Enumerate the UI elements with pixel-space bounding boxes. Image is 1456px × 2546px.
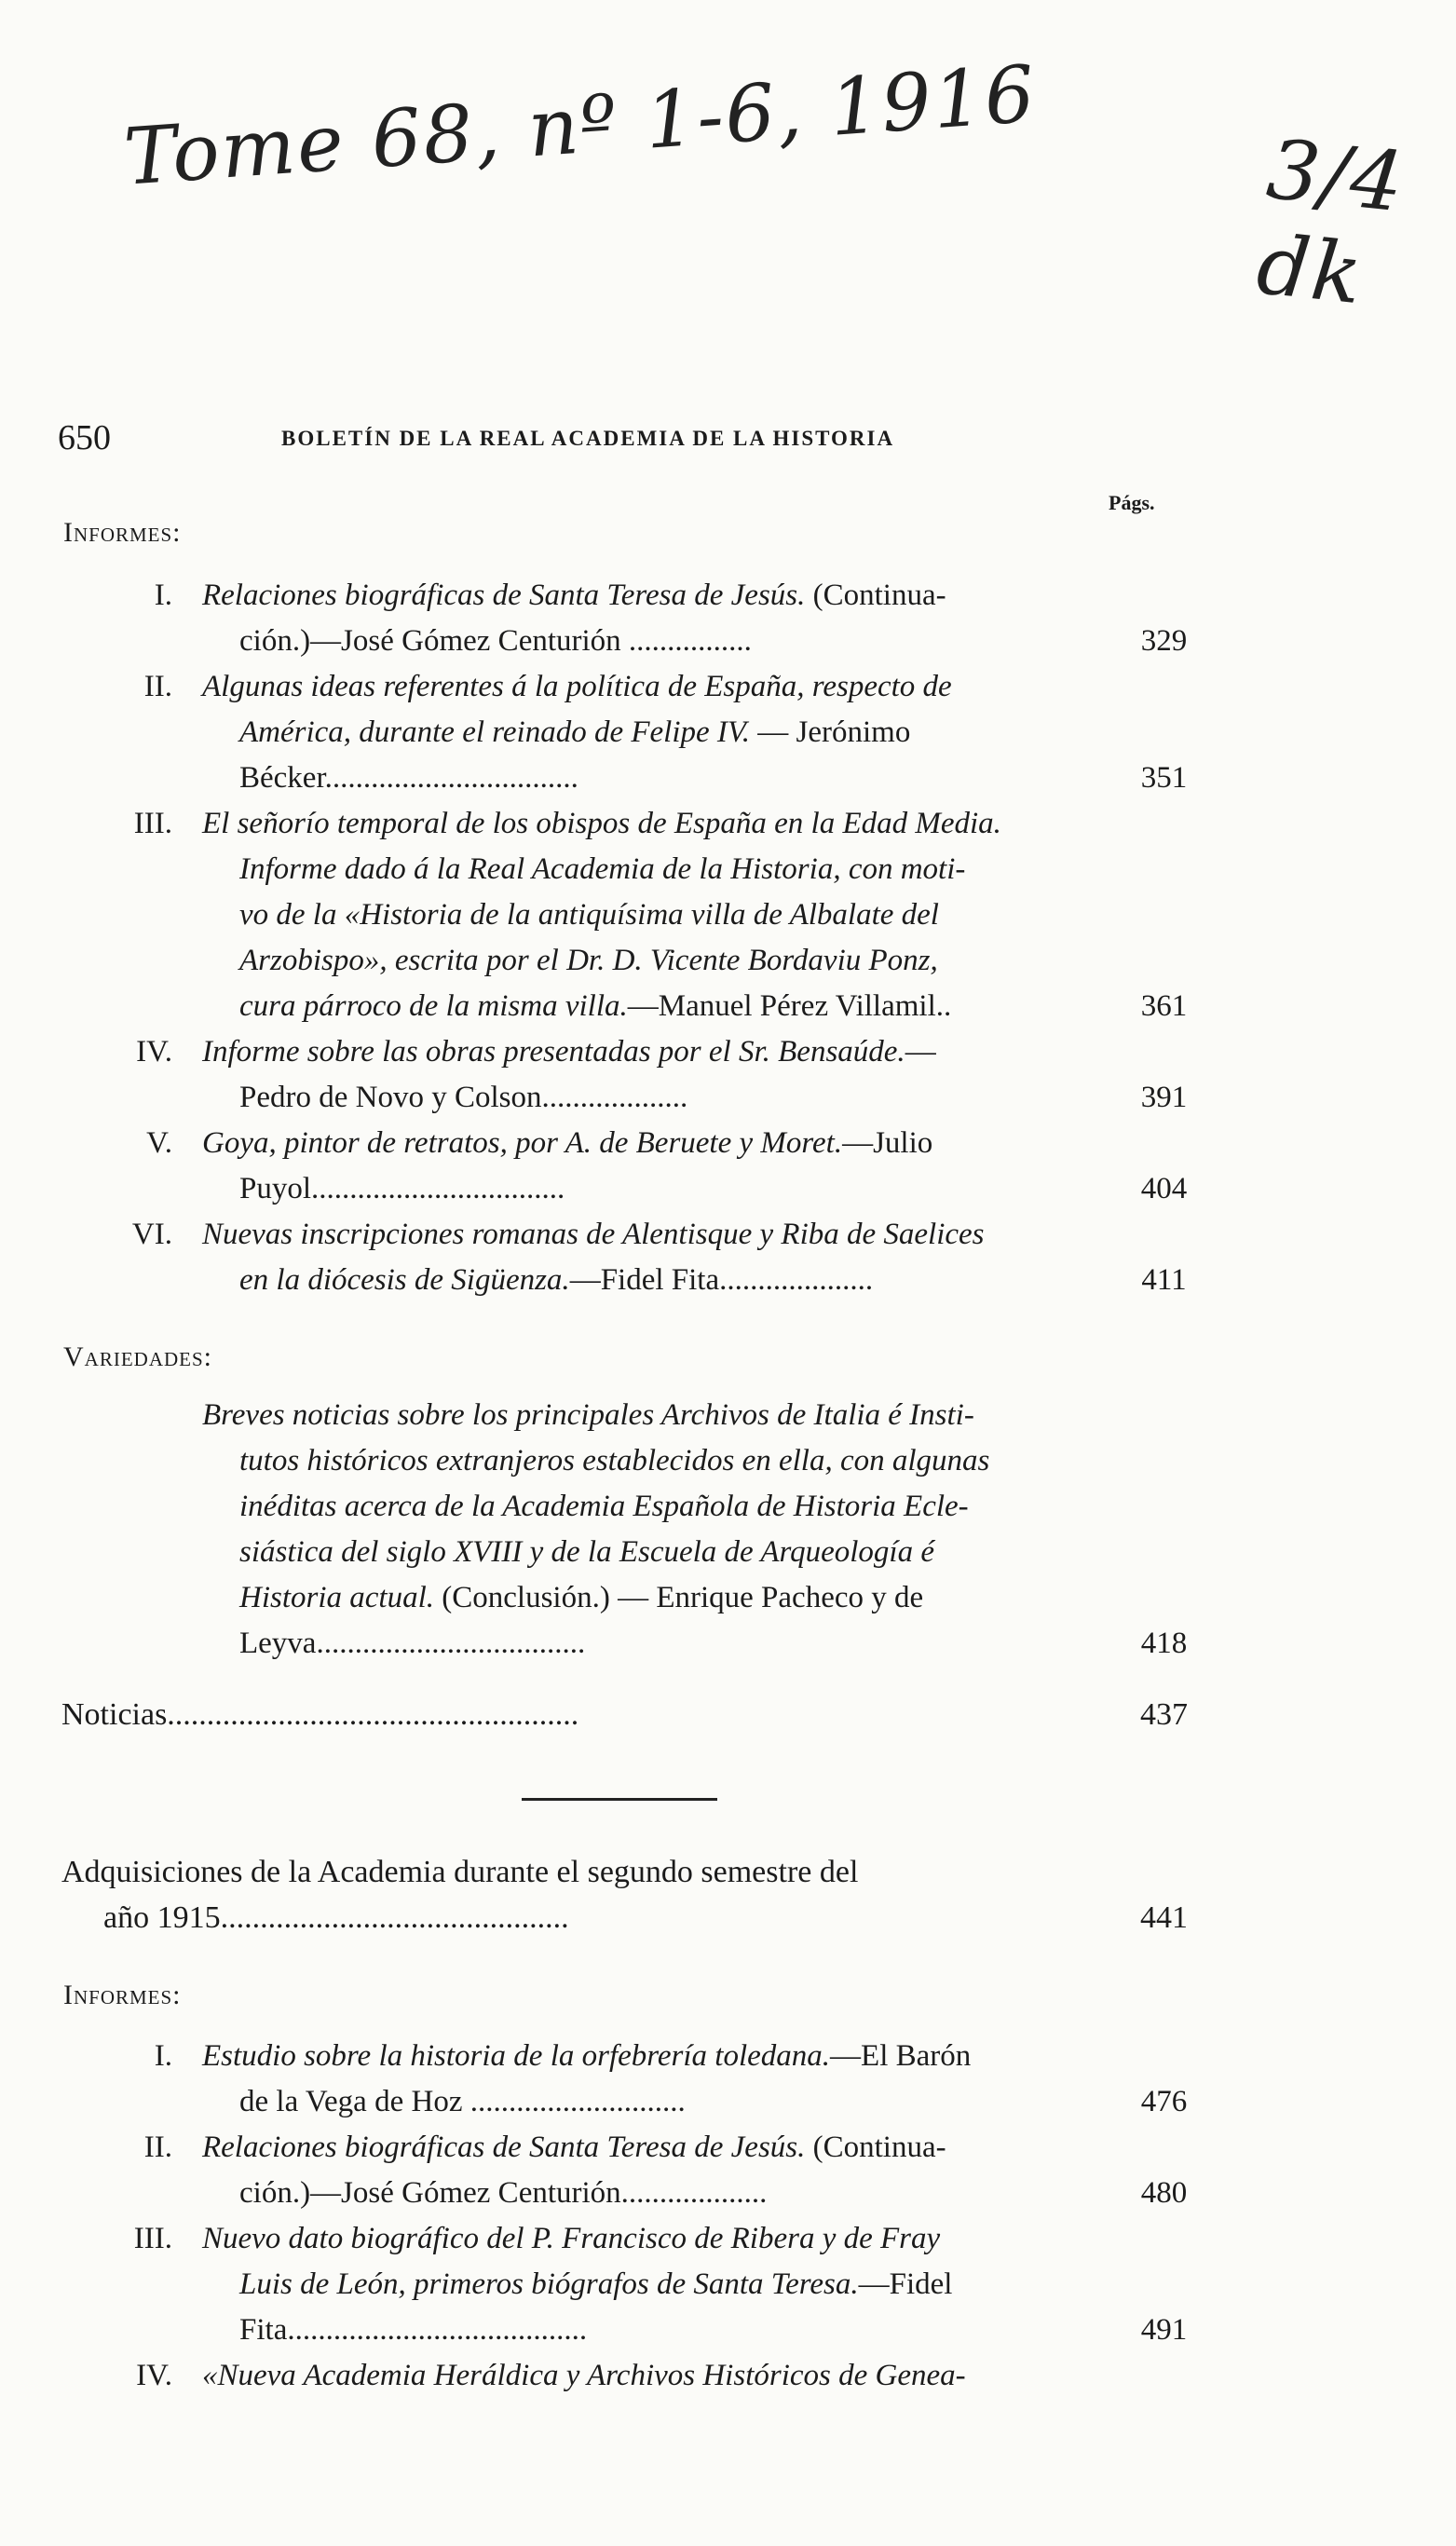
entry-page: 480 bbox=[1140, 2176, 1188, 2210]
entry-text bbox=[202, 573, 1152, 664]
page-number: 650 bbox=[58, 418, 111, 457]
entry-number: IV. bbox=[136, 1035, 172, 1069]
entry-text bbox=[202, 1121, 1152, 1212]
entry-title: «Nueva Academia Heráldica y Archivos Históricos de Genea- bbox=[202, 2359, 966, 2392]
entry-rest: (Continua- bbox=[805, 579, 946, 612]
entry-rest: —El Barón bbox=[830, 2039, 972, 2073]
entry-title-cont: inéditas acerca de la Academia Española de Historia Ecle- bbox=[239, 1490, 969, 1523]
entry-line: Pedro de Novo y Colson................... bbox=[239, 1081, 688, 1114]
section-variedades: Variedades: bbox=[63, 1341, 212, 1372]
entry-text bbox=[202, 1212, 1152, 1303]
entry-number: VI. bbox=[131, 1218, 172, 1251]
entry-text bbox=[202, 2353, 1152, 2399]
entry-rest: — bbox=[905, 1035, 936, 1069]
entry-title-cont: América, durante el reinado de Felipe IV. bbox=[239, 715, 751, 749]
entry-number: IV. bbox=[136, 2359, 172, 2392]
entry-title-cont: siástica del siglo XVIII y de la Escuela de Arqueología é bbox=[239, 1535, 934, 1569]
section-divider bbox=[522, 1798, 717, 1801]
entry-number: V. bbox=[146, 1126, 172, 1160]
entry-text bbox=[202, 801, 1152, 1029]
entry-page: 441 bbox=[1140, 1900, 1188, 1935]
running-title: BOLETÍN DE LA REAL ACADEMIA DE LA HISTORIA bbox=[281, 427, 895, 450]
entry-page: 351 bbox=[1140, 761, 1188, 795]
entry-title: Relaciones biográficas de Santa Teresa de Jesús. bbox=[202, 2131, 806, 2164]
entry-line: de la Vega de Hoz ............................ bbox=[239, 2085, 686, 2118]
entry-page: 361 bbox=[1140, 989, 1188, 1023]
entry-title-cont: en la diócesis de Sigüenza. bbox=[239, 1263, 570, 1297]
page-header bbox=[58, 417, 1129, 464]
entry-line: Puyol................................. bbox=[239, 1172, 565, 1205]
entry-number: III. bbox=[133, 2222, 172, 2255]
section-informes-1: Informes: bbox=[63, 517, 182, 548]
entry-page: 418 bbox=[1140, 1627, 1188, 1660]
entry-title: Breves noticias sobre los principales Archivos de Italia é Insti- bbox=[202, 1398, 974, 1432]
toc-entry-noticias bbox=[61, 1692, 1188, 1737]
entry-title-cont: Luis de León, primeros biógrafos de Santa Teresa. bbox=[239, 2267, 859, 2301]
entry-page: 391 bbox=[1140, 1081, 1188, 1114]
entry-line: Fita....................................... bbox=[239, 2313, 588, 2347]
entry-page: 491 bbox=[1140, 2313, 1188, 2347]
entry-text bbox=[202, 1029, 1152, 1121]
entry-number: III. bbox=[133, 807, 172, 840]
entry-text bbox=[202, 2216, 1152, 2353]
entry-rest: —Julio bbox=[842, 1126, 933, 1160]
entry-title-cont: Arzobispo», escrita por el Dr. D. Vicente Bordaviu Ponz, bbox=[239, 944, 938, 977]
entry-rest: —Fidel bbox=[858, 2267, 953, 2301]
entry-title: Nuevo dato biográfico del P. Francisco de Ribera y de Fray bbox=[202, 2222, 941, 2255]
entry-text bbox=[202, 664, 1152, 801]
entry-title-cont: Historia actual. bbox=[239, 1581, 435, 1614]
entry-number: II. bbox=[143, 670, 172, 703]
entry-label: Adquisiciones de la Academia durante el segundo semestre del bbox=[61, 1855, 859, 1889]
entry-line: año 1915............................................ bbox=[103, 1900, 569, 1935]
entry-line: ción.)—José Gómez Centurión................... bbox=[239, 2176, 768, 2210]
entry-rest: (Conclusión.) — Enrique Pacheco y de bbox=[434, 1581, 924, 1614]
entry-title-cont: Informe dado á la Real Academia de la Historia, con moti- bbox=[239, 852, 966, 886]
entry-page: 404 bbox=[1140, 1172, 1188, 1205]
handwritten-shelf-mark: 3/4 dk bbox=[1252, 120, 1410, 323]
entry-label: Noticias.................................................... bbox=[61, 1697, 579, 1732]
section-informes-2: Informes: bbox=[63, 1980, 182, 2010]
entry-line: Leyva................................... bbox=[239, 1627, 586, 1660]
entry-title: El señorío temporal de los obispos de España en la Edad Media. bbox=[202, 807, 1001, 840]
entry-line: ción.)—José Gómez Centurión ................ bbox=[239, 624, 752, 658]
entry-title-cont: vo de la «Historia de la antiquísima villa de Albalate del bbox=[239, 898, 939, 932]
entry-title: Relaciones biográficas de Santa Teresa de Jesús. bbox=[202, 579, 806, 612]
entry-rest: —Fidel Fita.................... bbox=[569, 1263, 874, 1297]
entry-text bbox=[202, 2034, 1152, 2125]
entry-title: Goya, pintor de retratos, por A. de Beruete y Moret. bbox=[202, 1126, 843, 1160]
pages-column-label: Págs. bbox=[1109, 491, 1155, 514]
entry-number: I. bbox=[154, 579, 172, 612]
entry-page: 437 bbox=[1140, 1697, 1188, 1732]
entry-number: II. bbox=[143, 2131, 172, 2164]
entry-text bbox=[202, 2125, 1152, 2216]
entry-title: Algunas ideas referentes á la política de España, respecto de bbox=[202, 670, 952, 703]
entry-title: Informe sobre las obras presentadas por el Sr. Bensaúde. bbox=[202, 1035, 905, 1069]
toc-entry-adquisiciones bbox=[61, 1849, 1188, 1940]
entry-page: 329 bbox=[1140, 624, 1188, 658]
entry-rest: (Continua- bbox=[805, 2131, 946, 2164]
entry-number: I. bbox=[154, 2039, 172, 2073]
handwritten-volume-note: Tome 68, nº 1-6, 1916 bbox=[121, 48, 1040, 203]
entry-title-cont: tutos históricos extranjeros establecidos en ella, con algunas bbox=[239, 1444, 990, 1477]
entry-line: Bécker................................. bbox=[239, 761, 578, 795]
entry-title: Estudio sobre la historia de la orfebrería toledana. bbox=[202, 2039, 831, 2073]
entry-page: 411 bbox=[1141, 1263, 1187, 1297]
entry-rest: —Manuel Pérez Villamil.. bbox=[627, 989, 952, 1023]
entry-title: Nuevas inscripciones romanas de Alentisque y Riba de Saelices bbox=[202, 1218, 985, 1251]
entry-rest: — Jerónimo bbox=[750, 715, 911, 749]
entry-text bbox=[202, 1393, 1152, 1667]
entry-title-cont: cura párroco de la misma villa. bbox=[239, 989, 628, 1023]
entry-page: 476 bbox=[1140, 2085, 1188, 2118]
